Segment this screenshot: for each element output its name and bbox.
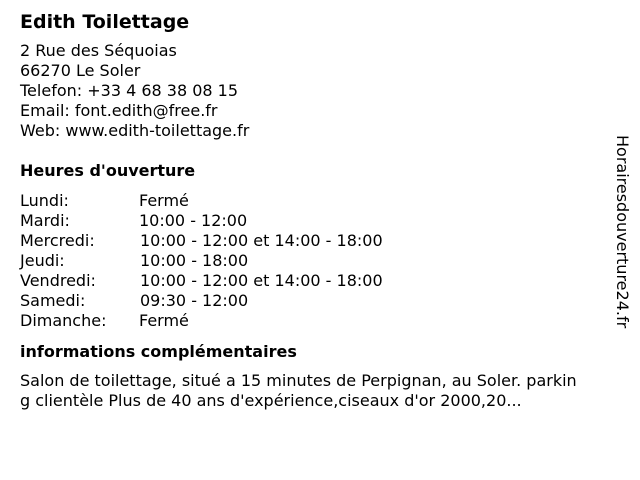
hours-day: Mercredi:: [20, 231, 95, 250]
info-heading: informations complémentaires: [20, 342, 297, 361]
hours-day: Vendredi:: [20, 271, 96, 290]
hours-day: Lundi:: [20, 191, 69, 210]
web-line: Web: www.edith-toilettage.fr: [20, 121, 250, 140]
hours-row-vendredi: [20, 271, 610, 291]
hours-row-jeudi: [20, 251, 610, 271]
hours-time: 09:30 - 12:00: [140, 291, 249, 310]
address-line-1: 2 Rue des Séquoias: [20, 41, 177, 60]
business-name: Edith Toilettage: [20, 11, 190, 33]
hours-row-samedi: [20, 291, 610, 311]
hours-time: 10:00 - 12:00: [139, 211, 248, 230]
info-text: Salon de toilettage, situé a 15 minutes de Perpignan, au Soler. parking clientèle Plus de 40 ans d'expérience,ciseaux d'or 2000,20...: [20, 371, 577, 410]
address-line-2: 66270 Le Soler: [20, 61, 141, 80]
hours-heading: Heures d'ouverture: [20, 161, 196, 180]
hours-day: Jeudi:: [20, 251, 65, 270]
hours-row-lundi: [20, 191, 610, 211]
phone-line: Telefon: +33 4 68 38 08 15: [20, 81, 239, 100]
hours-time: Fermé: [139, 191, 189, 210]
hours-time: 10:00 - 12:00 et 14:00 - 18:00: [140, 231, 383, 250]
hours-row-dimanche: [20, 311, 610, 331]
hours-time: 10:00 - 12:00 et 14:00 - 18:00: [140, 271, 383, 290]
hours-day: Mardi:: [20, 211, 70, 230]
hours-row-mardi: [20, 211, 610, 231]
business-card: [20, 10, 610, 411]
hours-time: 10:00 - 18:00: [140, 251, 249, 270]
hours-time: Fermé: [139, 311, 189, 330]
email-line: Email: font.edith@free.fr: [20, 101, 218, 120]
hours-day: Dimanche:: [20, 311, 107, 330]
hours-day: Samedi:: [20, 291, 86, 310]
hours-row-mercredi: [20, 231, 610, 251]
site-watermark: Horairesdouverture24.fr: [613, 135, 632, 329]
